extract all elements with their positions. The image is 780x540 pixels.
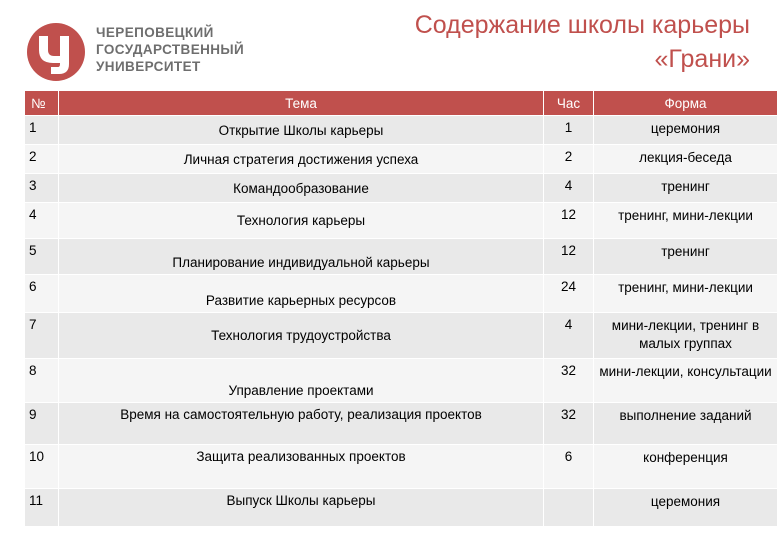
row-hours: 4 — [544, 313, 594, 359]
table-row — [25, 313, 778, 359]
row-hours: 6 — [544, 445, 594, 489]
row-topic: Выпуск Школы карьеры — [59, 489, 544, 527]
row-number: 4 — [25, 203, 59, 239]
program-table — [24, 90, 778, 527]
row-topic: Личная стратегия достижения успеха — [59, 145, 544, 174]
row-form: тренинг, мини-лекции — [594, 203, 778, 239]
table-row — [25, 145, 778, 174]
row-number: 5 — [25, 239, 59, 275]
row-topic: Открытие Школы карьеры — [59, 116, 544, 145]
row-hours: 32 — [544, 403, 594, 445]
table-row — [25, 116, 778, 145]
column-header-number: № — [25, 91, 59, 116]
table-row — [25, 239, 778, 275]
row-number: 8 — [25, 359, 59, 403]
row-hours: 24 — [544, 275, 594, 313]
row-number: 11 — [25, 489, 59, 527]
row-hours: 12 — [544, 239, 594, 275]
university-name-line: ЧЕРЕПОВЕЦКИЙ — [96, 25, 214, 40]
row-number: 1 — [25, 116, 59, 145]
column-header-hours: Час — [544, 91, 594, 116]
row-form: мини-лекции, консультации — [594, 359, 778, 403]
row-number: 10 — [25, 445, 59, 489]
row-number: 2 — [25, 145, 59, 174]
row-topic: Планирование индивидуальной карьеры — [59, 239, 544, 275]
row-hours: 4 — [544, 174, 594, 203]
column-header-form: Форма — [594, 91, 778, 116]
table-row — [25, 275, 778, 313]
row-hours — [544, 489, 594, 527]
row-hours: 32 — [544, 359, 594, 403]
row-hours: 12 — [544, 203, 594, 239]
row-form: церемония — [594, 489, 778, 527]
university-name — [96, 24, 296, 75]
row-form: выполнение заданий — [594, 403, 778, 445]
row-topic: Управление проектами — [59, 359, 544, 403]
table-row — [25, 203, 778, 239]
row-number: 6 — [25, 275, 59, 313]
row-topic: Технология карьеры — [59, 203, 544, 239]
row-hours: 1 — [544, 116, 594, 145]
column-header-topic: Тема — [59, 91, 544, 116]
table-row — [25, 359, 778, 403]
table-row — [25, 174, 778, 203]
row-topic: Время на самостоятельную работу, реализация проектов — [59, 403, 544, 445]
row-topic: Командообразование — [59, 174, 544, 203]
university-logo-icon — [26, 22, 86, 82]
row-form: тренинг — [594, 239, 778, 275]
row-form: конференция — [594, 445, 778, 489]
row-form: мини-лекции, тренинг в малых группах — [594, 313, 778, 359]
row-number: 7 — [25, 313, 59, 359]
row-form: тренинг, мини-лекции — [594, 275, 778, 313]
university-name-line: ГОСУДАРСТВЕННЫЙ — [96, 42, 245, 57]
row-number: 9 — [25, 403, 59, 445]
slide-title-line-1: Содержание школы карьеры — [414, 11, 750, 39]
slide-title-line-2: «Грани» — [654, 45, 750, 73]
row-hours: 2 — [544, 145, 594, 174]
row-topic: Развитие карьерных ресурсов — [59, 275, 544, 313]
row-topic: Защита реализованных проектов — [59, 445, 544, 489]
row-topic: Технология трудоустройства — [59, 313, 544, 359]
slide-title — [290, 8, 750, 76]
table-row — [25, 403, 778, 445]
table-row — [25, 445, 778, 489]
table-row — [25, 489, 778, 527]
university-name-line: УНИВЕРСИТЕТ — [96, 59, 201, 74]
row-number: 3 — [25, 174, 59, 203]
row-form: лекция-беседа — [594, 145, 778, 174]
row-form: церемония — [594, 116, 778, 145]
row-form: тренинг — [594, 174, 778, 203]
table-header-row — [25, 91, 778, 116]
